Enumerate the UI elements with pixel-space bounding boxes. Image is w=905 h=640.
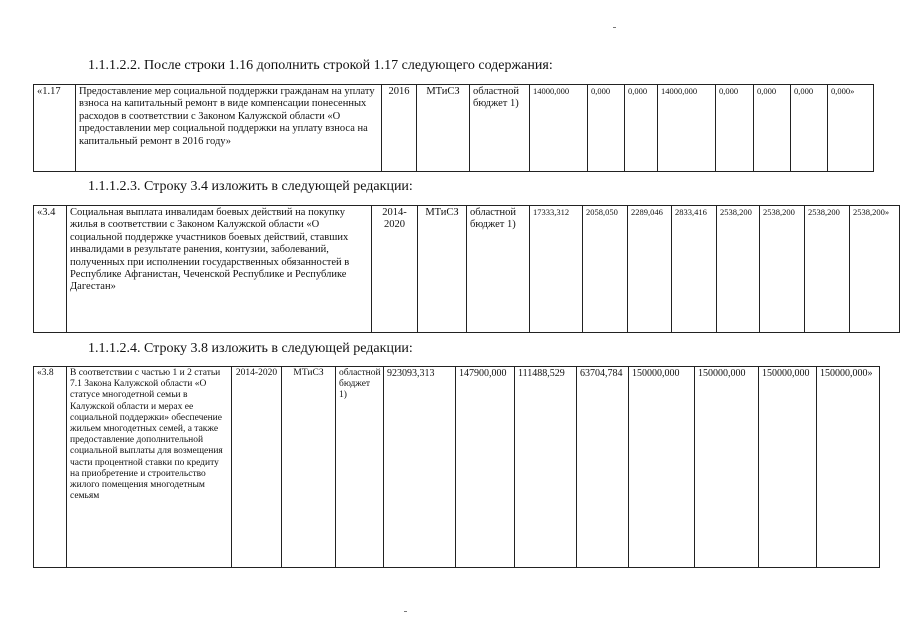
table-row <box>34 206 900 333</box>
value-year: 150000,000» <box>817 367 880 568</box>
row-executor: МТиСЗ <box>282 367 336 568</box>
row-funding-source: областной бюджет 1) <box>470 85 530 172</box>
row-number: «3.8 <box>34 367 67 568</box>
value-total: 17333,312 <box>530 206 583 333</box>
value-year: 150000,000 <box>695 367 759 568</box>
value-year: 150000,000 <box>759 367 817 568</box>
row-funding-source: областной бюджет 1) <box>467 206 530 333</box>
value-total: 923093,313 <box>384 367 456 568</box>
heading-row-3-4: 1.1.1.2.3. Строку 3.4 изложить в следующей редакции: <box>88 179 413 194</box>
row-number: «1.17 <box>34 85 76 172</box>
row-description: Социальная выплата инвалидам боевых действий на покупку жилья в соответствии с Законом Калужской области «О социальной поддержке участников боевых действий, ставших инвалидами в результате ранения, контузии, заболеваний, полученных при исполнении государственных обязанностей в Республике Афганистан, Чеченской Республике и Республике Дагестан» <box>67 206 372 333</box>
row-executor: МТиСЗ <box>417 85 470 172</box>
value-year: 0,000 <box>754 85 791 172</box>
row-description: В соответствии с частью 1 и 2 статьи 7.1 Закона Калужской области «О статусе многодетной семьи в Калужской области и мерах ее социальной поддержки» обеспечение жильем многодетных семей, а также предоставление дополнительной социальной выплаты для возмещения части процентной ставки по кредиту на приобретение и строительство жилого помещения многодетным семьям <box>67 367 232 568</box>
value-year: 0,000 <box>791 85 828 172</box>
value-year: 0,000 <box>625 85 658 172</box>
scan-speck <box>404 611 407 612</box>
value-total: 14000,000 <box>530 85 588 172</box>
row-period: 2014-2020 <box>232 367 282 568</box>
value-year: 2538,200 <box>805 206 850 333</box>
value-year: 2538,200 <box>760 206 805 333</box>
value-year: 14000,000 <box>658 85 716 172</box>
row-funding-source: областной бюджет 1) <box>336 367 384 568</box>
heading-row-3-8: 1.1.1.2.4. Строку 3.8 изложить в следующей редакции: <box>88 341 413 356</box>
value-year: 2538,200 <box>717 206 760 333</box>
table-row-1-17 <box>33 84 874 172</box>
heading-row-1-17: 1.1.1.2.2. После строки 1.16 дополнить строкой 1.17 следующего содержания: <box>88 58 553 73</box>
scan-speck <box>613 27 616 28</box>
value-year: 111488,529 <box>515 367 577 568</box>
row-period: 2014-2020 <box>372 206 418 333</box>
value-year: 63704,784 <box>577 367 629 568</box>
value-year: 147900,000 <box>456 367 515 568</box>
table-row-3-8 <box>33 366 880 568</box>
row-description: Предоставление мер социальной поддержки гражданам на уплату взноса на капитальный ремонт в виде компенсации понесенных расходов в соответствии с Законом Калужской области «О предоставлении мер социальной поддержки на уплату взноса на капитальный ремонт в 2016 году» <box>76 85 382 172</box>
value-year: 2538,200» <box>850 206 900 333</box>
value-year: 0,000 <box>588 85 625 172</box>
row-period: 2016 <box>382 85 417 172</box>
value-year: 2833,416 <box>672 206 717 333</box>
value-year: 0,000 <box>716 85 754 172</box>
row-number: «3.4 <box>34 206 67 333</box>
value-year: 0,000» <box>828 85 874 172</box>
table-row <box>34 367 880 568</box>
row-executor: МТиСЗ <box>418 206 467 333</box>
value-year: 150000,000 <box>629 367 695 568</box>
value-year: 2289,046 <box>628 206 672 333</box>
table-row-3-4 <box>33 205 900 333</box>
table-row <box>34 85 874 172</box>
value-year: 2058,050 <box>583 206 628 333</box>
